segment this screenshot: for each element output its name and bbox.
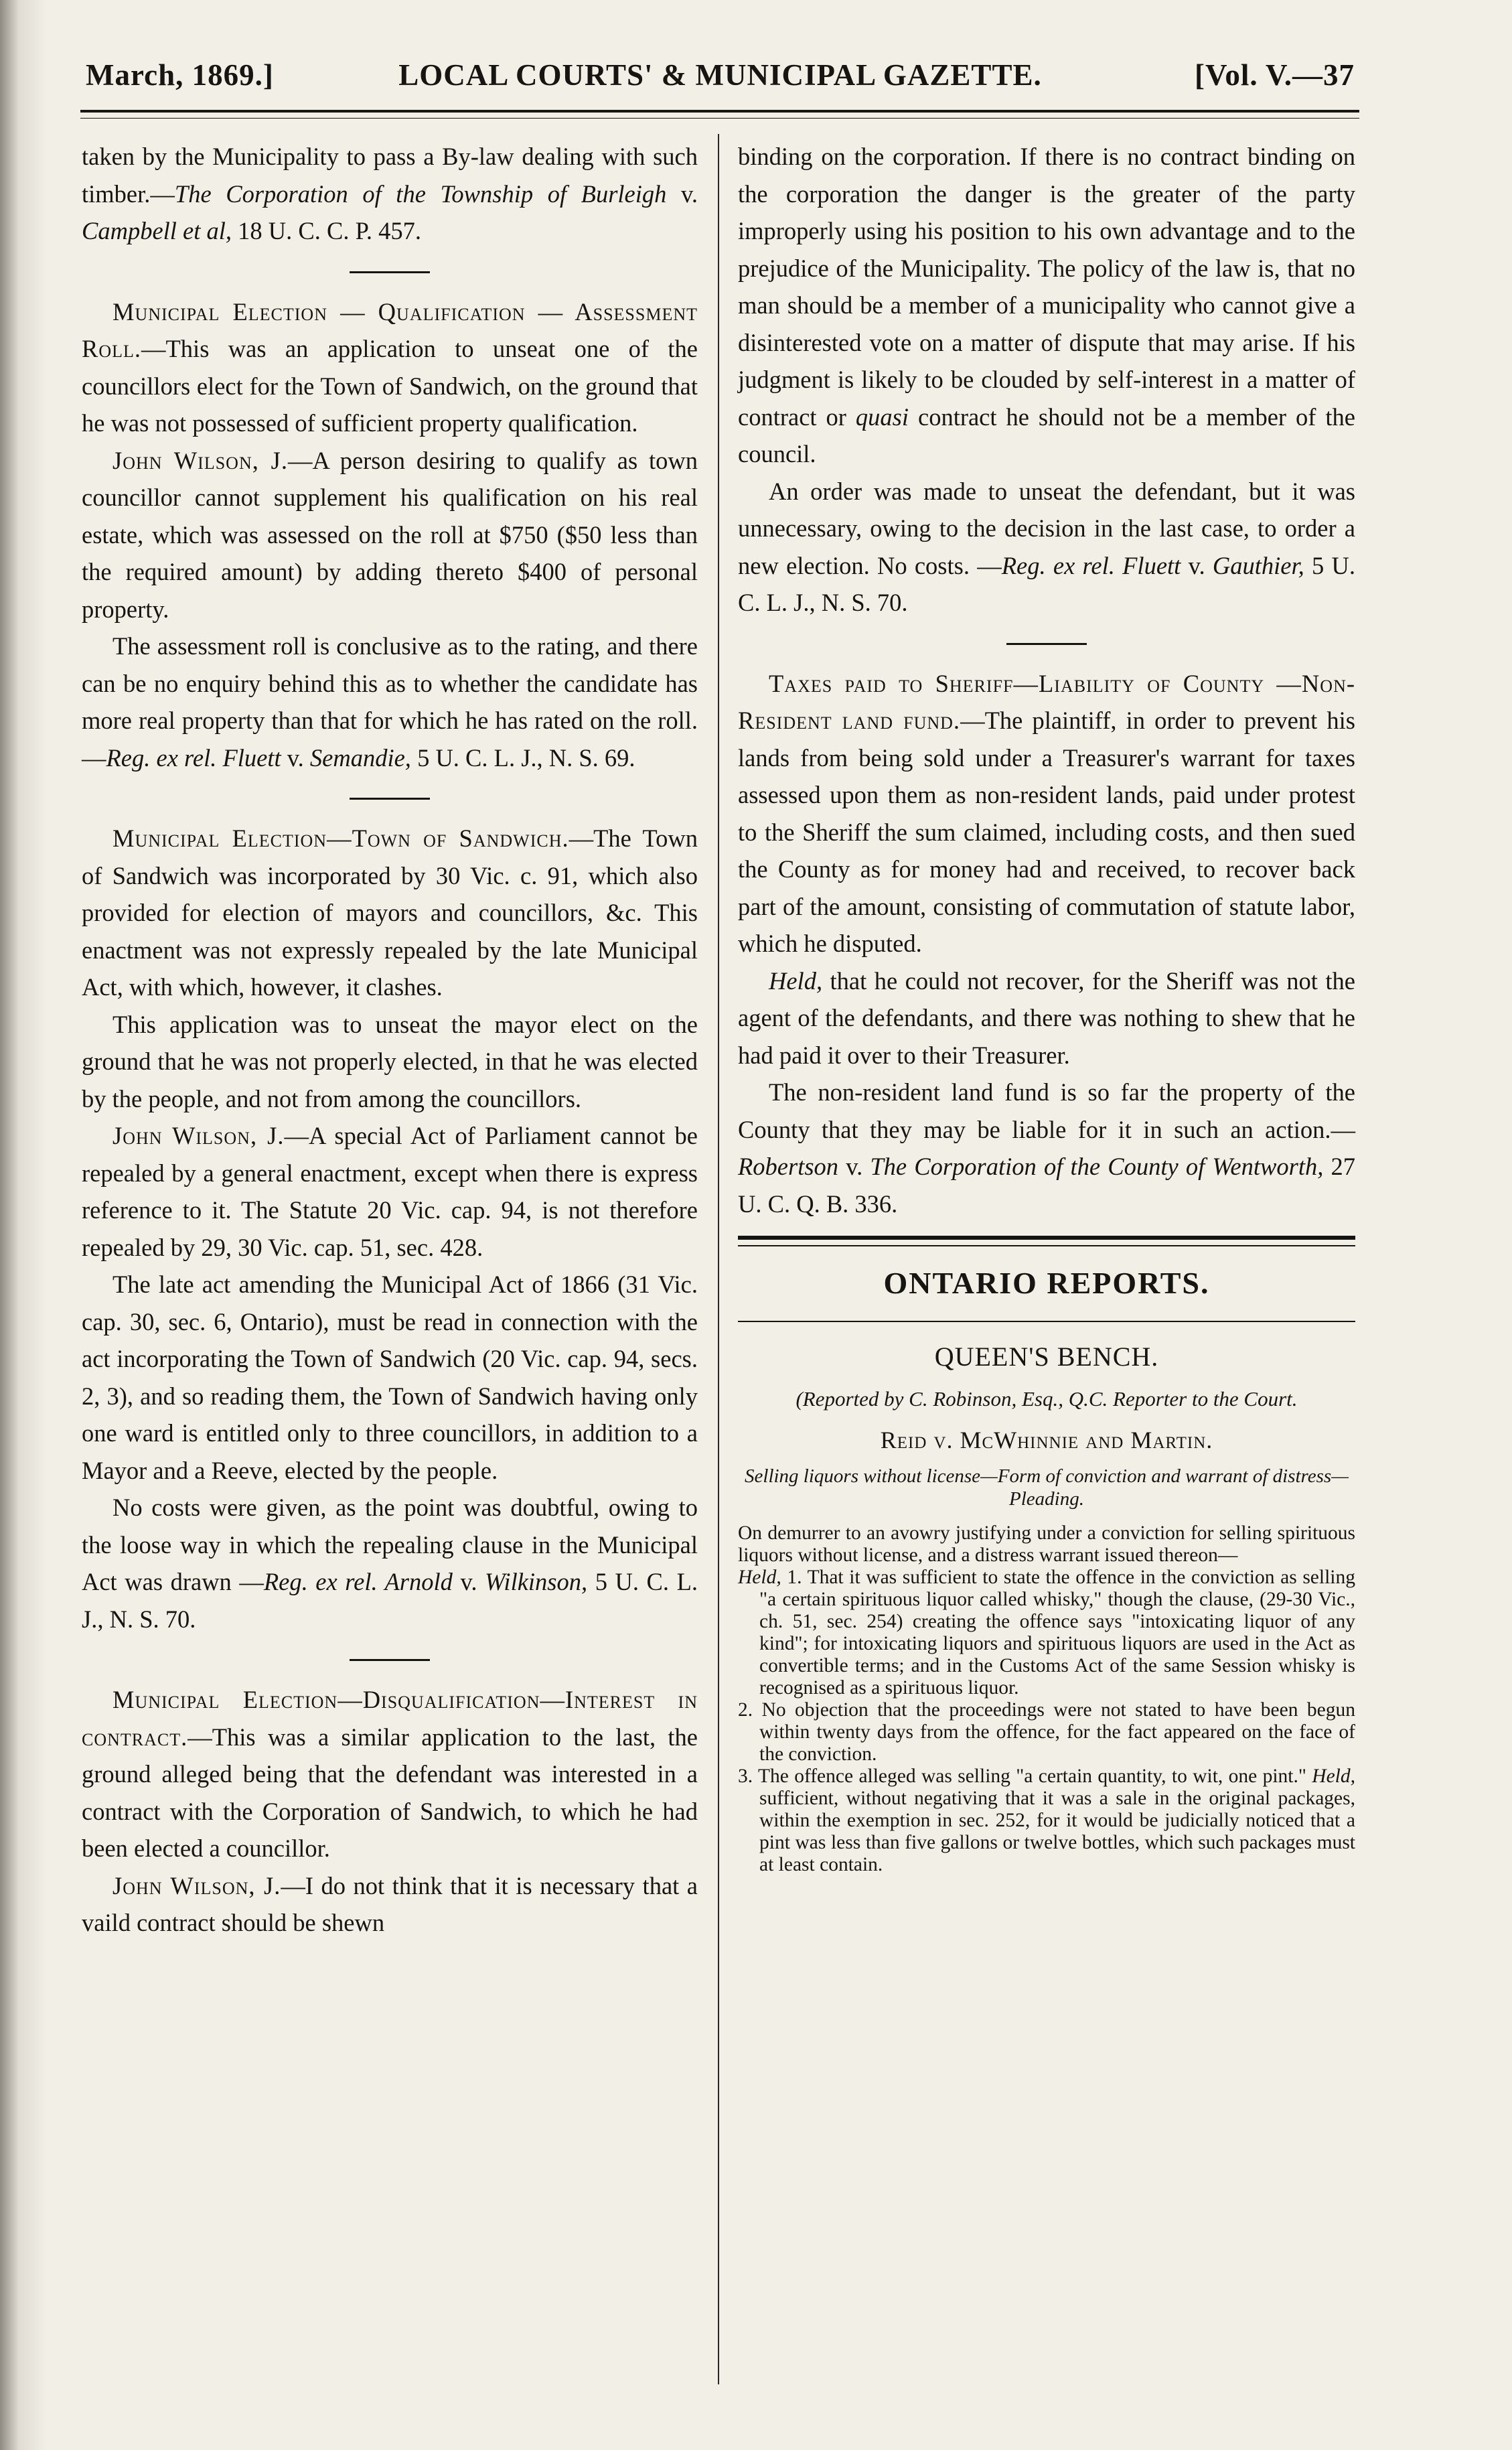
running-header [86,52,1355,99]
headnote-3: 3. The offence alleged was selling "a certain quantity, to wit, one pint." Held, sufficient, without negativing that it was a sale in the original packages, within the exemption in sec. 252, for it would be judicially noticed that a pint was less than five gallons or twelve bottles, which such packages must at least contain. [738,1766,1355,1875]
judgment-paragraph: John Wilson, J.—I do not think that it is necessary that a vaild contract should be shewn [82,1871,698,1936]
section-rule [1006,643,1087,645]
left-column [82,138,698,1942]
header-date: March, 1869.] [86,58,274,92]
header-title: LOCAL COURTS' & MUNICIPAL GAZETTE. [398,58,1042,92]
section-heading: Municipal Election—Disqualification—Interest in contract. [82,1686,698,1751]
page-edge-shadow [0,0,47,2450]
section-heading: Taxes paid to Sheriff—Liability of County —Non-Resident land fund. [738,669,1355,734]
section-rule [350,271,430,273]
column-divider [718,134,719,2384]
headnote-intro: On demurrer to an avowry justifying under a conviction for selling spirituous liquors without license, and a distress warrant issued thereon— [738,1522,1355,1566]
paragraph-continuation: binding on the corporation. If there is no contract binding on the corporation the danger is the greater of the party improperly using his position to his own advantage and to the prejudice of the Municipality. The policy of the law is, that no man should be a member of a municipality who cannot give a disinterested vote on a matter of dispute that may arise. If his judgment is likely to be clouded by self-interest in a matter of contract or quasi contract he should not be a member of the council. [738,143,1355,467]
headnote-2: 2. No objection that the proceedings were not stated to have been begun within twenty days from the offence, for the fact appeared on the face of the conviction. [738,1699,1355,1765]
heavy-rule-thin [738,1245,1355,1246]
syllabus: Selling liquors without license—Form of conviction and warrant of distress—Pleading. [745,1465,1349,1510]
right-column [738,138,1355,1876]
section-title: ONTARIO REPORTS. [883,1266,1210,1300]
section-rule [350,798,430,800]
title-rule [738,1321,1355,1322]
paragraph-land-fund: The non-resident land fund is so far the property of the County that they may be liable for it in such an action.—Robertson v. The Corporation of the County of Wentworth, 27 U. C. Q. B. 336. [738,1078,1355,1218]
paragraph-assessment-roll: The assessment roll is conclusive as to the rating, and there can be no enquiry behind this as to whether the candidate has more real property than that for which he has rated on the roll.—Reg. ex rel. Fluett v. Semandie, 5 U. C. L. J., N. S. 69. [82,632,698,772]
section-taxes: Taxes paid to Sheriff—Liability of County —Non-Resident land fund.—The plaintiff, in order to prevent his lands from being sold under a Treasurer's warrant for taxes assessed upon them as non-resident lands, paid under protest to the Sheriff the sum claimed, including costs, and then sued the County as for money had and received, to recover back part of the amount, consisting of commutation of statute labor, which he disputed. [738,669,1355,957]
section-town-of-sandwich: Municipal Election—Town of Sandwich.—The Town of Sandwich was incorporated by 30 Vic. c. 91, which also provided for election of mayors and councillors, &c. This enactment was not expressly repealed by the late Municipal Act, with which, however, it clashes. [82,824,698,1001]
case-name: Reid v. McWhinnie and Martin. [880,1427,1213,1453]
paragraph-burleigh: taken by the Municipality to pass a By-law dealing with such timber.—The Corporation of the Township of Burleigh v. Campbell et al, 18 U. C. C. P. 457. [82,143,698,244]
judgment-paragraph: John Wilson, J.—A person desiring to qualify as town councillor cannot supplement his qualification on his real estate, which was assessed on the roll at $750 ($50 less than the required amount) by adding thereto $400 of personal property. [82,446,698,623]
paragraph-late-act: The late act amending the Municipal Act of 1866 (31 Vic. cap. 30, sec. 6, Ontario), must be read in connection with the act incorporating the Town of Sandwich (20 Vic. cap. 94, secs. 2, 3), and so reading them, the Town of Sandwich having only one ward is entitled only to three councillors, in addition to a Mayor and a Reeve, elected by the people. [82,1271,698,1484]
paragraph-costs: No costs were given, as the point was doubtful, owing to the loose way in which the repealing clause in the Municipal Act was drawn —Reg. ex rel. Arnold v. Wilkinson, 5 U. C. L. J., N. S. 70. [82,1494,698,1633]
section-rule [350,1659,430,1661]
section-heading: Municipal Election—Town of Sandwich. [112,824,569,852]
header-rule [80,110,1359,113]
headnote-1: Held, 1. That it was sufficient to state the offence in the conviction as selling "a certain spirituous liquor called whisky," though the clause, (29-30 Vic., ch. 51, sec. 254) creating the offence says "intoxicating liquor of any kind"; for intoxicating liquors and spirituous liquors are used in the Act as convertible terms; and in the Customs Act of the same Session whisky is recognised as a spirituous liquor. [738,1567,1355,1699]
paragraph-application: This application was to unseat the mayor elect on the ground that he was not properly elected, in that he was elected by the people, and not from among the councillors. [82,1010,698,1112]
heavy-rule [738,1236,1355,1240]
header-volume: [Vol. V.—37 [1195,58,1355,92]
court-title: QUEEN'S BENCH. [934,1342,1159,1372]
section-disqualification: Municipal Election—Disqualification—Interest in contract.—This was a similar application to the last, the ground alleged being that the defendant was interested in a contract with the Corporation of Sandwich, to which he had been elected a councillor. [82,1686,698,1862]
section-heading: Municipal Election — Qualification — Assessment Roll. [82,297,698,362]
reporter-line: (Reported by C. Robinson, Esq., Q.C. Reporter to the Court. [796,1387,1298,1411]
paragraph-held: Held, that he could not recover, for the Sheriff was not the agent of the defendants, and there was nothing to shew that he had paid it over to their Treasurer. [738,966,1355,1069]
judgment-paragraph: John Wilson, J.—A special Act of Parliament cannot be repealed by a general enactment, except when there is express reference to it. The Statute 20 Vic. cap. 94, is not therefore repealed by 29, 30 Vic. cap. 51, sec. 428. [82,1122,698,1261]
paragraph-order: An order was made to unseat the defendant, but it was unnecessary, owing to the decision in the last case, to order a new election. No costs. —Reg. ex rel. Fluett v. Gauthier, 5 U. C. L. J., N. S. 70. [738,477,1355,616]
section-qualification: Municipal Election — Qualification — Assessment Roll.—This was an application to unseat one of the councillors elect for the Town of Sandwich, on the ground that he was not possessed of sufficient property qualification. [82,297,698,437]
header-rule-thin [80,118,1359,119]
